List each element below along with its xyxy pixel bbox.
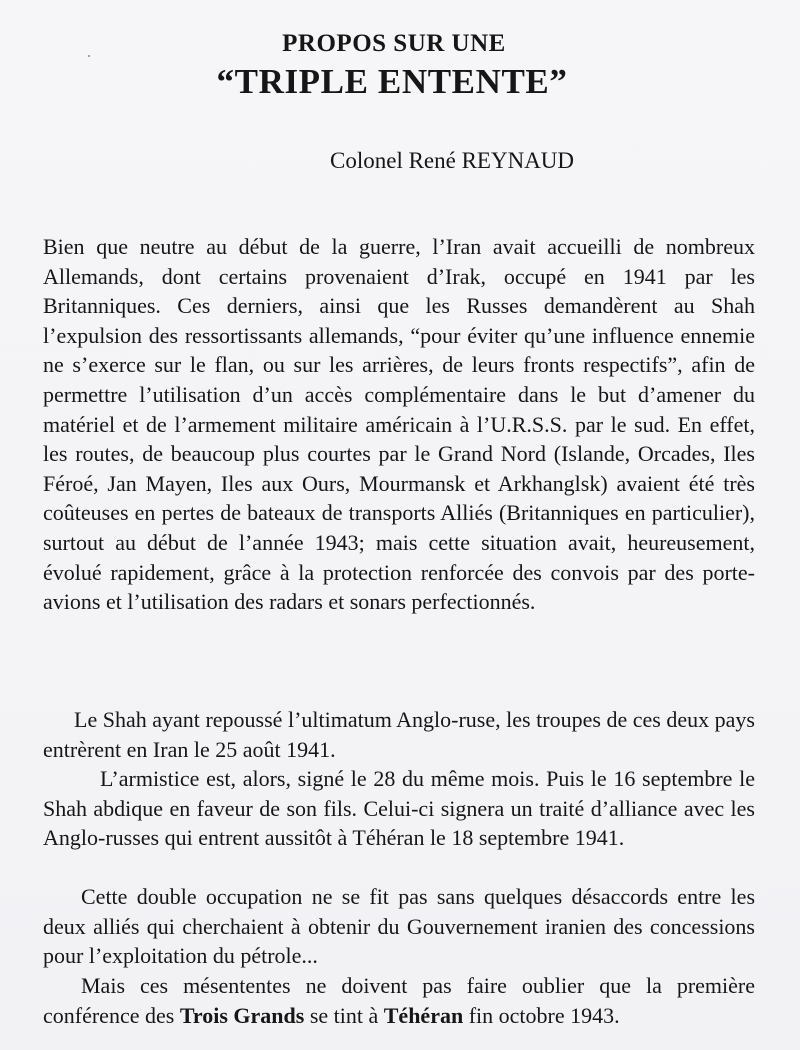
paragraph-5-text-c: fin octobre 1943. [463,1002,620,1028]
paragraph-1: Bien que neutre au début de la guerre, l’Iran avait accueilli de nombreux Allemands, dont certains provenaient d’Irak, occupé en 1941 par les Britanniques. Ces derniers, ainsi que les Russes demandèrent au Shah l’expulsion des ressortissants allemands, “pour éviter qu’une influence ennemie ne s’exerce sur le flan, ou sur les arrières, de leurs fronts respectifs”, afin de permettre l’utilisation d’un accès complémentaire dans le but d’amener du matériel et de l’armement militaire américain à l’U.R.S.S. par le sud. En effet, les routes, de beaucoup plus courtes par le Grand Nord (Islande, Orcades, Iles Féroé, Jan Mayen, Iles aux Ours, Mourmansk et Arkhanglsk) avaient été très coûteuses en pertes de bateaux de transports Alliés (Britanniques en particulier), surtout au début de l’année 1943; mais cette situation avait, heureusement, évolué rapidement, grâce à la protection renforcée des convois par des porte-avions et l’utilisation des radars et sonars perfectionnés. [43,234,755,615]
author-name: Colonel René REYNAUD [330,148,575,173]
paragraph-5 [43,971,755,1030]
title-line-2: “TRIPLE ENTENTE” [216,62,568,101]
paragraph-2: Le Shah ayant repoussé l’ultimatum Anglo-ruse, les troupes de ces deux pays entrèrent en Iran le 25 août 1941. [43,707,755,762]
title-line-1: PROPOS SUR UNE [282,30,506,57]
bold-teheran: Téhéran [383,1002,464,1028]
paragraph-3: L’armistice est, alors, signé le 28 du même mois. Puis le 16 septembre le Shah abdique en faveur de son fils. Celui-ci signera un traité d’alliance avec les Anglo-russes qui entrent aussitôt à Téhéran le 18 septembre 1941. [43,766,755,851]
paragraph-5-text-a: Mais ces mésententes ne doivent pas faire oublier que la première conférence des [43,973,755,1028]
paragraph-4: Cette double occupation ne se fit pas sans quelques désaccords entre les deux alliés qui cherchaient à obtenir du Gouvernement iranien des concessions pour l’exploitation du pétrole... [43,884,755,969]
paragraph-5-text-b: se tint à [304,1002,384,1028]
bold-trois-grands: Trois Grands [179,1002,305,1028]
